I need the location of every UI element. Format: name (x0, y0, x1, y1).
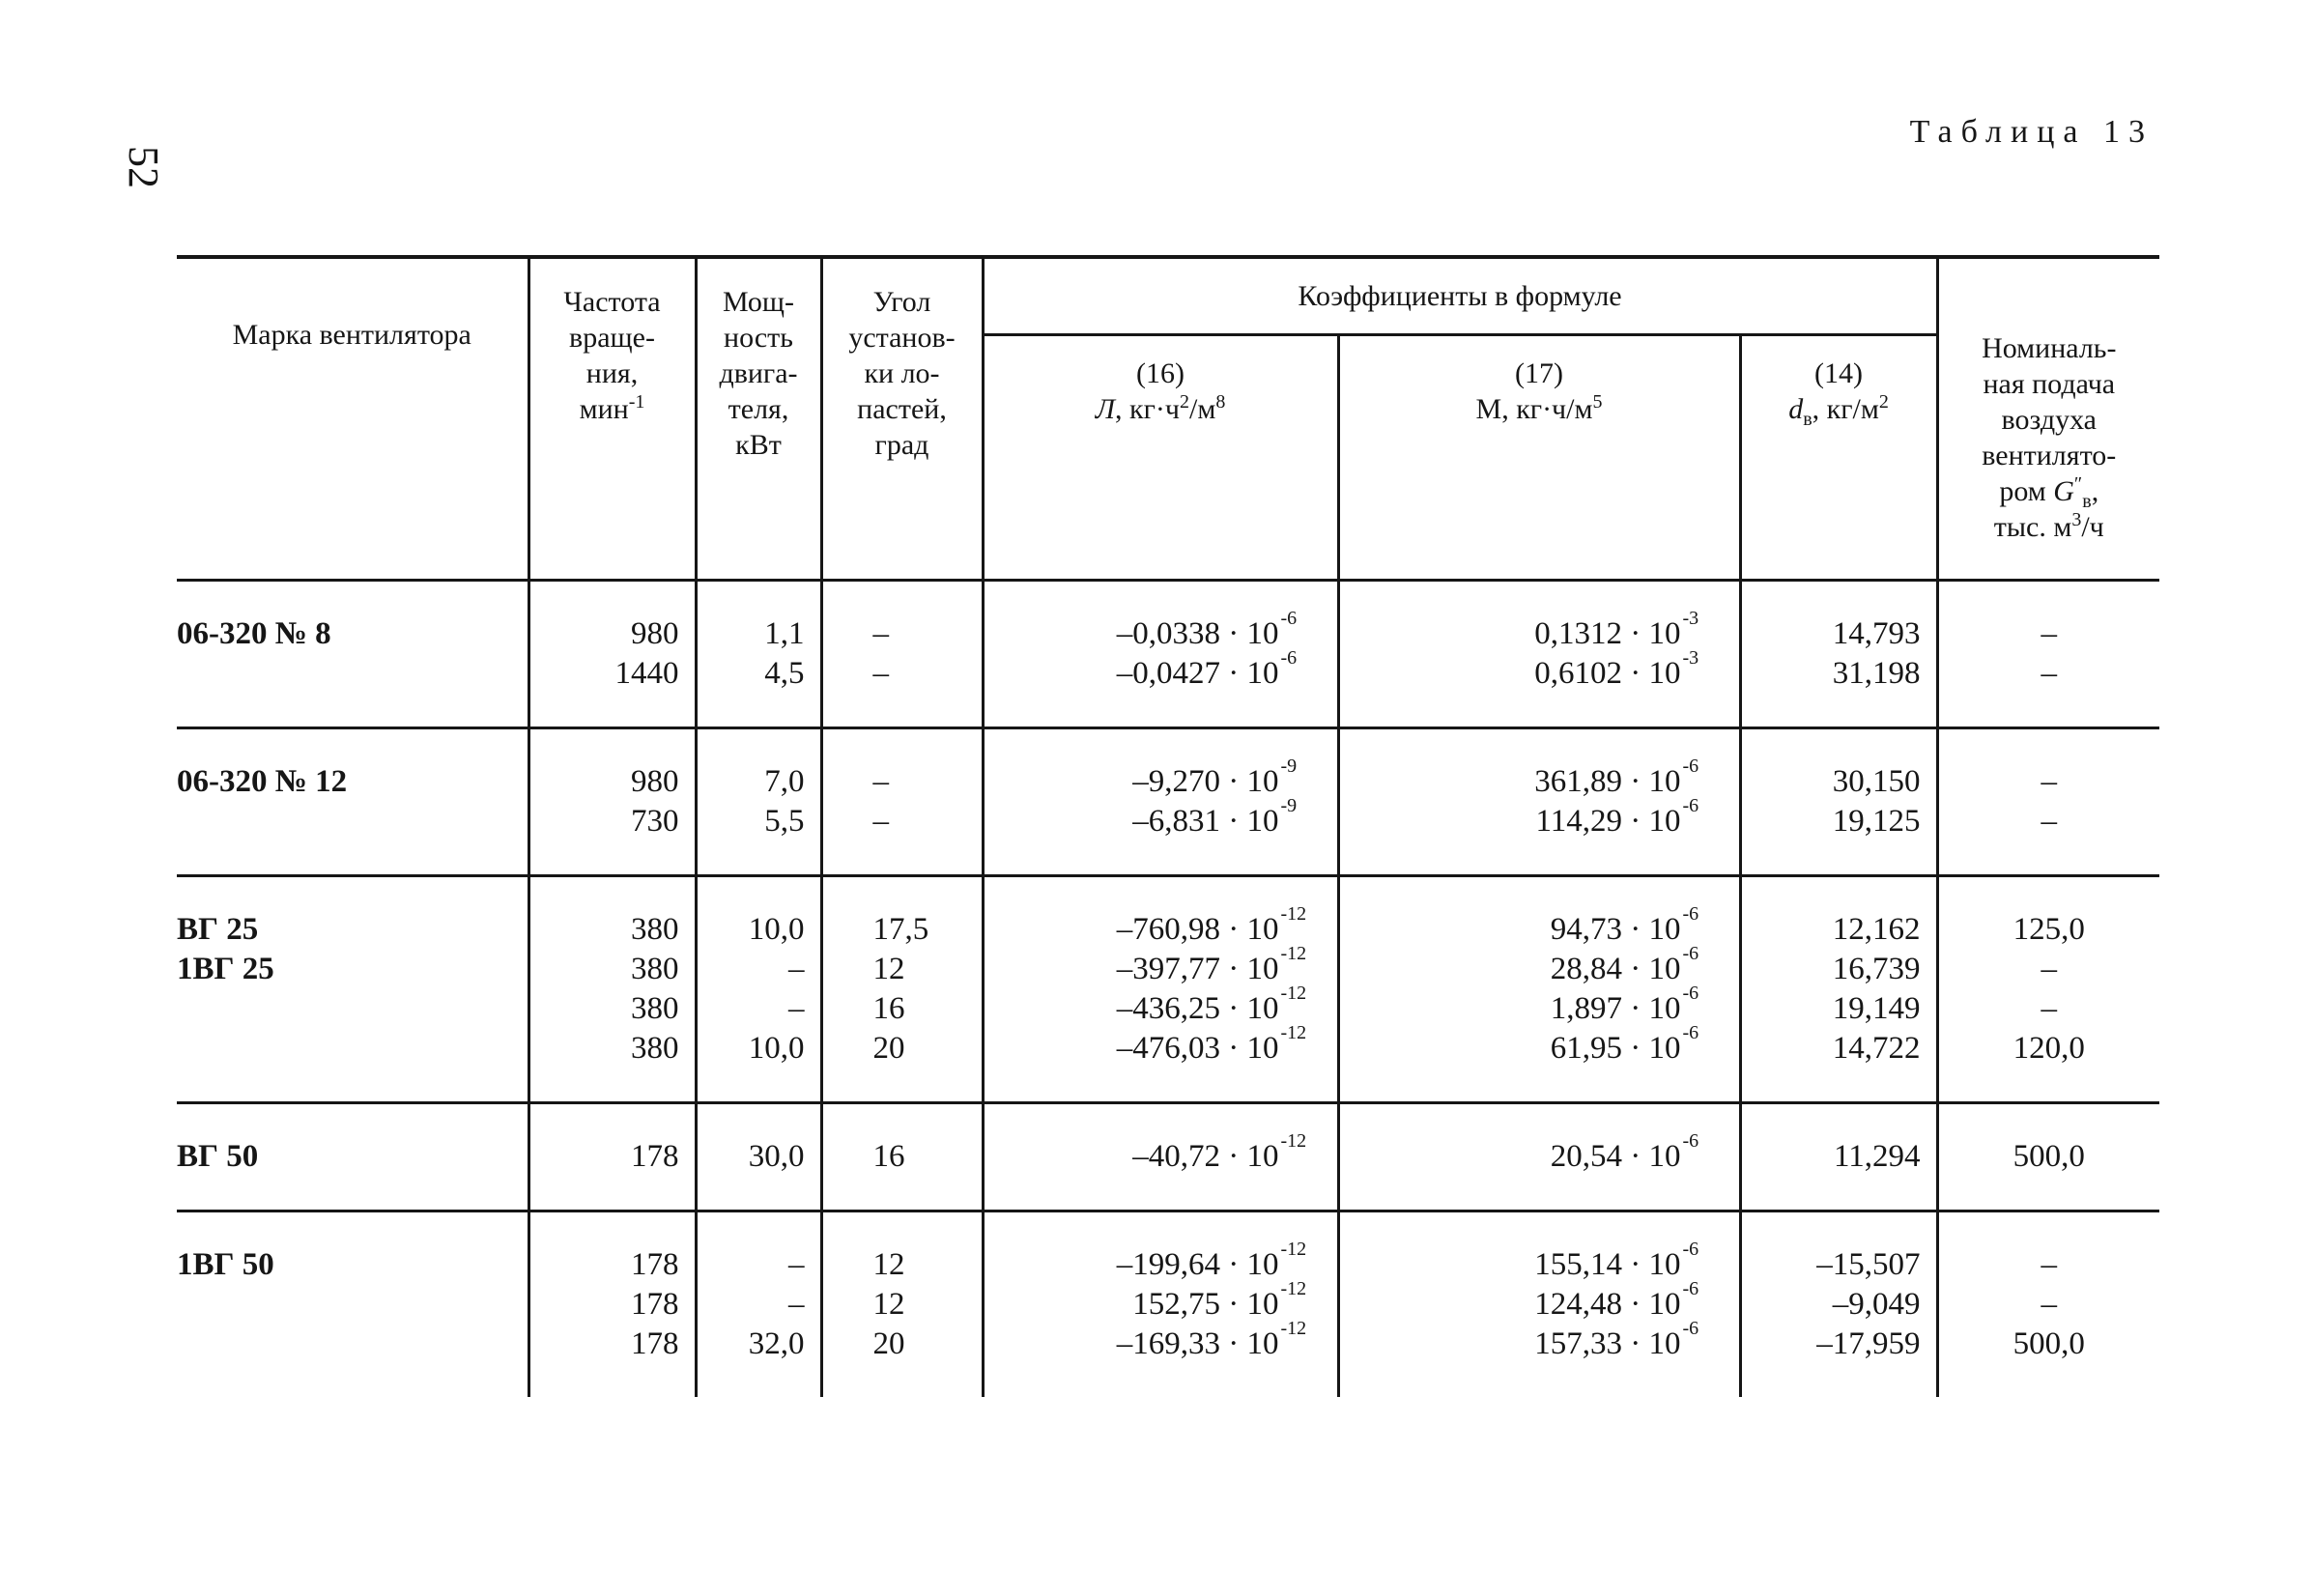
value-g: 125,0 (2012, 911, 2085, 947)
cell-power (696, 727, 821, 875)
value-power: – (788, 1246, 805, 1282)
header-coef-17-number: (17) (1515, 356, 1563, 389)
header-power-line: кВт (735, 429, 782, 461)
value-g: – (2041, 990, 2058, 1026)
coef-m-mantissa: 114,29 · 10 (1535, 803, 1681, 839)
header-speed-line: ния, (585, 357, 639, 389)
value-angle: 16 (872, 990, 905, 1026)
cell-angle (821, 875, 983, 1102)
header-angle-line: град (874, 429, 929, 461)
coef-l-mantissa: –0,0338 · 10 (1116, 615, 1279, 651)
header-angle-line: ки ло- (864, 357, 940, 389)
cell-power (696, 580, 821, 727)
cell-d (1740, 1211, 1937, 1397)
cell-m: 94,73 · 10 -6 28,84 · 10 -6 1,897 · 10 -6 61,95 · 10 -6 (1338, 875, 1740, 1102)
header-angle-line: пастей, (857, 393, 947, 425)
table-row (177, 727, 2159, 875)
value-g: 120,0 (2012, 1030, 2085, 1066)
value-power: 10,0 (748, 911, 805, 947)
value-power: 32,0 (748, 1325, 805, 1361)
table-row (177, 1211, 2159, 1397)
table-row (177, 875, 2159, 1102)
header-coef-16-unit: , кг·ч (1115, 392, 1180, 425)
value-angle: 12 (872, 1246, 905, 1282)
header-nominal-symbol: G (2053, 475, 2074, 507)
coef-l-mantissa: –40,72 · 10 (1132, 1138, 1279, 1174)
header-coefficients-label: Коэффициенты в формуле (1298, 280, 1622, 312)
cell-m: 155,14 · 10 -6 124,48 · 10 -6 157,33 · 10 -6 (1338, 1211, 1740, 1397)
value-angle: 12 (872, 1286, 905, 1322)
cell-power (696, 1102, 821, 1211)
value-angle: 16 (872, 1138, 905, 1174)
header-speed-line: Частота (563, 286, 661, 318)
value-d: 14,722 (1832, 1030, 1921, 1066)
value-speed: 980 (631, 763, 679, 799)
coef-m-mantissa: 0,6102 · 10 (1534, 655, 1681, 691)
cell-g (1937, 875, 2159, 1102)
header-nominal-symbol-prime: ″ (2073, 473, 2083, 495)
cell-angle (821, 580, 983, 727)
header-nominal-unit-exponent: 3 (2071, 509, 2082, 530)
value-d: 30,150 (1832, 763, 1921, 799)
header-coef-16 (983, 334, 1338, 580)
value-speed: 380 (631, 951, 679, 986)
header-power-line: теля, (728, 393, 789, 425)
cell-g (1937, 1211, 2159, 1397)
cell-power (696, 1211, 821, 1397)
header-power (696, 257, 821, 580)
coef-m-mantissa: 94,73 · 10 (1550, 911, 1681, 947)
header-speed-line: враще- (569, 322, 655, 354)
value-speed: 178 (631, 1138, 679, 1174)
fan-coefficients-table (177, 255, 2159, 1397)
value-speed: 178 (631, 1246, 679, 1282)
value-g: – (2041, 951, 2058, 986)
cell-l: –0,0338 · 10 -6 –0,0427 · 10 -6 (983, 580, 1338, 727)
coef-m-mantissa: 124,48 · 10 (1534, 1286, 1681, 1322)
value-speed: 178 (631, 1286, 679, 1322)
coef-l-mantissa: –0,0427 · 10 (1116, 655, 1279, 691)
brand-name: ВГ 50 (177, 1138, 259, 1174)
header-coef-17-exp: 5 (1592, 390, 1603, 413)
value-g: – (2041, 803, 2058, 839)
cell-brand (177, 727, 528, 875)
value-speed: 730 (631, 803, 679, 839)
header-coef-14-subscript: в (1803, 408, 1812, 430)
coef-l-mantissa: –397,77 · 10 (1116, 951, 1279, 986)
table-header (177, 257, 2159, 580)
value-d: 11,294 (1834, 1138, 1921, 1174)
coef-m-mantissa: 1,897 · 10 (1550, 990, 1681, 1026)
header-coef-17-unit: М, кг·ч/м (1475, 392, 1593, 425)
cell-m: 20,54 · 10 -6 (1338, 1102, 1740, 1211)
value-angle: 20 (872, 1325, 905, 1361)
header-power-line: двига- (719, 357, 798, 389)
brand-name: 1ВГ 50 (177, 1246, 274, 1282)
cell-angle (821, 1211, 983, 1397)
header-coef-14-exp: 2 (1878, 390, 1889, 413)
header-coefficients (983, 257, 1937, 334)
coef-l-mantissa: –476,03 · 10 (1116, 1030, 1279, 1066)
page-number: 52 (120, 146, 167, 188)
header-speed-exponent: -1 (628, 391, 645, 413)
cell-brand (177, 580, 528, 727)
value-angle: 20 (872, 1030, 905, 1066)
header-coef-16-symbol: Л (1095, 392, 1116, 425)
header-nominal-line: вентилято- (1982, 440, 2117, 471)
value-d: 12,162 (1832, 911, 1921, 947)
value-power: 4,5 (764, 655, 805, 691)
value-d: –9,049 (1832, 1286, 1921, 1322)
header-coef-14-symbol: d (1788, 392, 1804, 425)
header-coef-17 (1338, 334, 1740, 580)
coef-l-mantissa: –436,25 · 10 (1116, 990, 1279, 1026)
value-speed: 980 (631, 615, 679, 651)
value-d: 16,739 (1832, 951, 1921, 986)
header-nominal-line: ная подача (1983, 368, 2116, 400)
cell-speed (528, 580, 696, 727)
value-angle: – (872, 763, 889, 799)
header-coef-14 (1740, 334, 1937, 580)
coef-m-mantissa: 61,95 · 10 (1550, 1030, 1681, 1066)
cell-d (1740, 727, 1937, 875)
header-nominal-unit-end: /ч (2081, 511, 2104, 543)
table-caption: Таблица 13 (1909, 114, 2154, 150)
coef-l-mantissa: –6,831 · 10 (1132, 803, 1279, 839)
value-g: – (2041, 1286, 2058, 1322)
value-power: 1,1 (764, 615, 805, 651)
coef-l-mantissa: –760,98 · 10 (1116, 911, 1279, 947)
coef-m-mantissa: 157,33 · 10 (1534, 1325, 1681, 1361)
coef-l-mantissa: –169,33 · 10 (1116, 1325, 1279, 1361)
header-angle (821, 257, 983, 580)
value-d: –15,507 (1816, 1246, 1921, 1282)
cell-l: –40,72 · 10 -12 (983, 1102, 1338, 1211)
table-row (177, 580, 2159, 727)
header-coef-16-number: (16) (1136, 356, 1185, 389)
table-body (177, 580, 2159, 1397)
coef-m-mantissa: 28,84 · 10 (1550, 951, 1681, 986)
header-angle-line: Угол (872, 286, 931, 318)
cell-m: 361,89 · 10 -6 114,29 · 10 -6 (1338, 727, 1740, 875)
header-angle-line: установ- (848, 322, 956, 354)
brand-name: 1ВГ 25 (177, 951, 274, 986)
value-power: 10,0 (748, 1030, 805, 1066)
value-angle: – (872, 615, 889, 651)
cell-d (1740, 1102, 1937, 1211)
cell-speed (528, 1102, 696, 1211)
cell-power (696, 875, 821, 1102)
header-nominal-symbol-subscript: в (2082, 491, 2092, 512)
cell-m: 0,1312 · 10 -3 0,6102 · 10 -3 (1338, 580, 1740, 727)
cell-l: –760,98 · 10 -12 –397,77 · 10 -12 –436,25 · 10 -12 –476,03 · 10 -12 (983, 875, 1338, 1102)
value-g: – (2041, 1246, 2058, 1282)
header-nominal-line: Номиналь- (1982, 332, 2117, 364)
coef-m-mantissa: 155,14 · 10 (1534, 1246, 1681, 1282)
header-nominal-line: ром (1999, 475, 2054, 507)
value-angle: – (872, 655, 889, 691)
cell-g (1937, 580, 2159, 727)
value-speed: 380 (631, 990, 679, 1026)
coef-l-mantissa: –9,270 · 10 (1132, 763, 1279, 799)
cell-g (1937, 727, 2159, 875)
value-power: – (788, 1286, 805, 1322)
cell-angle (821, 727, 983, 875)
value-g: – (2041, 655, 2058, 691)
value-power: 5,5 (764, 803, 805, 839)
cell-l: –199,64 · 10 -12 152,75 · 10 -12 –169,33 · 10 -12 (983, 1211, 1338, 1397)
value-d: –17,959 (1816, 1325, 1921, 1361)
header-coef-16-exp1: 2 (1179, 390, 1189, 413)
value-power: – (788, 990, 805, 1026)
header-coef-14-number: (14) (1814, 356, 1863, 389)
value-power: 7,0 (764, 763, 805, 799)
header-nominal-flow: Номиналь- ная подача воздуха вентилято- ром $G''_в$, тыс. $м^3/ч$ (1937, 257, 2159, 580)
value-power: 30,0 (748, 1138, 805, 1174)
cell-brand (177, 1211, 528, 1397)
brand-name: ВГ 25 (177, 911, 259, 947)
value-d: 14,793 (1832, 615, 1921, 651)
header-speed-line: мин (579, 393, 629, 425)
cell-g (1937, 1102, 2159, 1211)
cell-angle (821, 1102, 983, 1211)
cell-speed (528, 1211, 696, 1397)
cell-brand (177, 875, 528, 1102)
cell-speed (528, 727, 696, 875)
header-brand (177, 257, 528, 580)
value-speed: 380 (631, 1030, 679, 1066)
value-angle: – (872, 803, 889, 839)
brand-name: 06-320 № 12 (177, 763, 348, 799)
coef-m-mantissa: 20,54 · 10 (1550, 1138, 1681, 1174)
value-speed: 1440 (614, 655, 679, 691)
value-d: 19,149 (1832, 990, 1921, 1026)
cell-brand (177, 1102, 528, 1211)
coef-l-mantissa: 152,75 · 10 (1132, 1286, 1279, 1322)
header-nominal-line: воздуха (2001, 404, 2097, 436)
header-nominal-unit: тыс. м (1993, 511, 2072, 543)
value-g: – (2041, 763, 2058, 799)
cell-d (1740, 580, 1937, 727)
header-power-line: Мощ- (722, 286, 795, 318)
cell-l: –9,270 · 10 -9 –6,831 · 10 -9 (983, 727, 1338, 875)
header-speed (528, 257, 696, 580)
coef-m-mantissa: 0,1312 · 10 (1534, 615, 1681, 651)
coef-m-mantissa: 361,89 · 10 (1534, 763, 1681, 799)
value-g: 500,0 (2012, 1138, 2085, 1174)
cell-speed (528, 875, 696, 1102)
value-angle: 17,5 (872, 911, 929, 947)
brand-name: 06-320 № 8 (177, 615, 331, 651)
value-speed: 380 (631, 911, 679, 947)
header-coef-14-unit: , кг/м (1812, 392, 1879, 425)
header-brand-label: Марка вентилятора (232, 319, 471, 351)
coef-l-mantissa: –199,64 · 10 (1116, 1246, 1279, 1282)
value-d: 31,198 (1832, 655, 1921, 691)
header-coef-16-unit2: /м (1188, 392, 1216, 425)
header-power-line: ность (724, 322, 793, 354)
cell-d (1740, 875, 1937, 1102)
table-row (177, 1102, 2159, 1211)
value-g: 500,0 (2012, 1325, 2085, 1361)
header-coef-16-exp2: 8 (1215, 390, 1226, 413)
value-g: – (2041, 615, 2058, 651)
value-angle: 12 (872, 951, 905, 986)
value-d: 19,125 (1832, 803, 1921, 839)
value-power: – (788, 951, 805, 986)
value-speed: 178 (631, 1325, 679, 1361)
